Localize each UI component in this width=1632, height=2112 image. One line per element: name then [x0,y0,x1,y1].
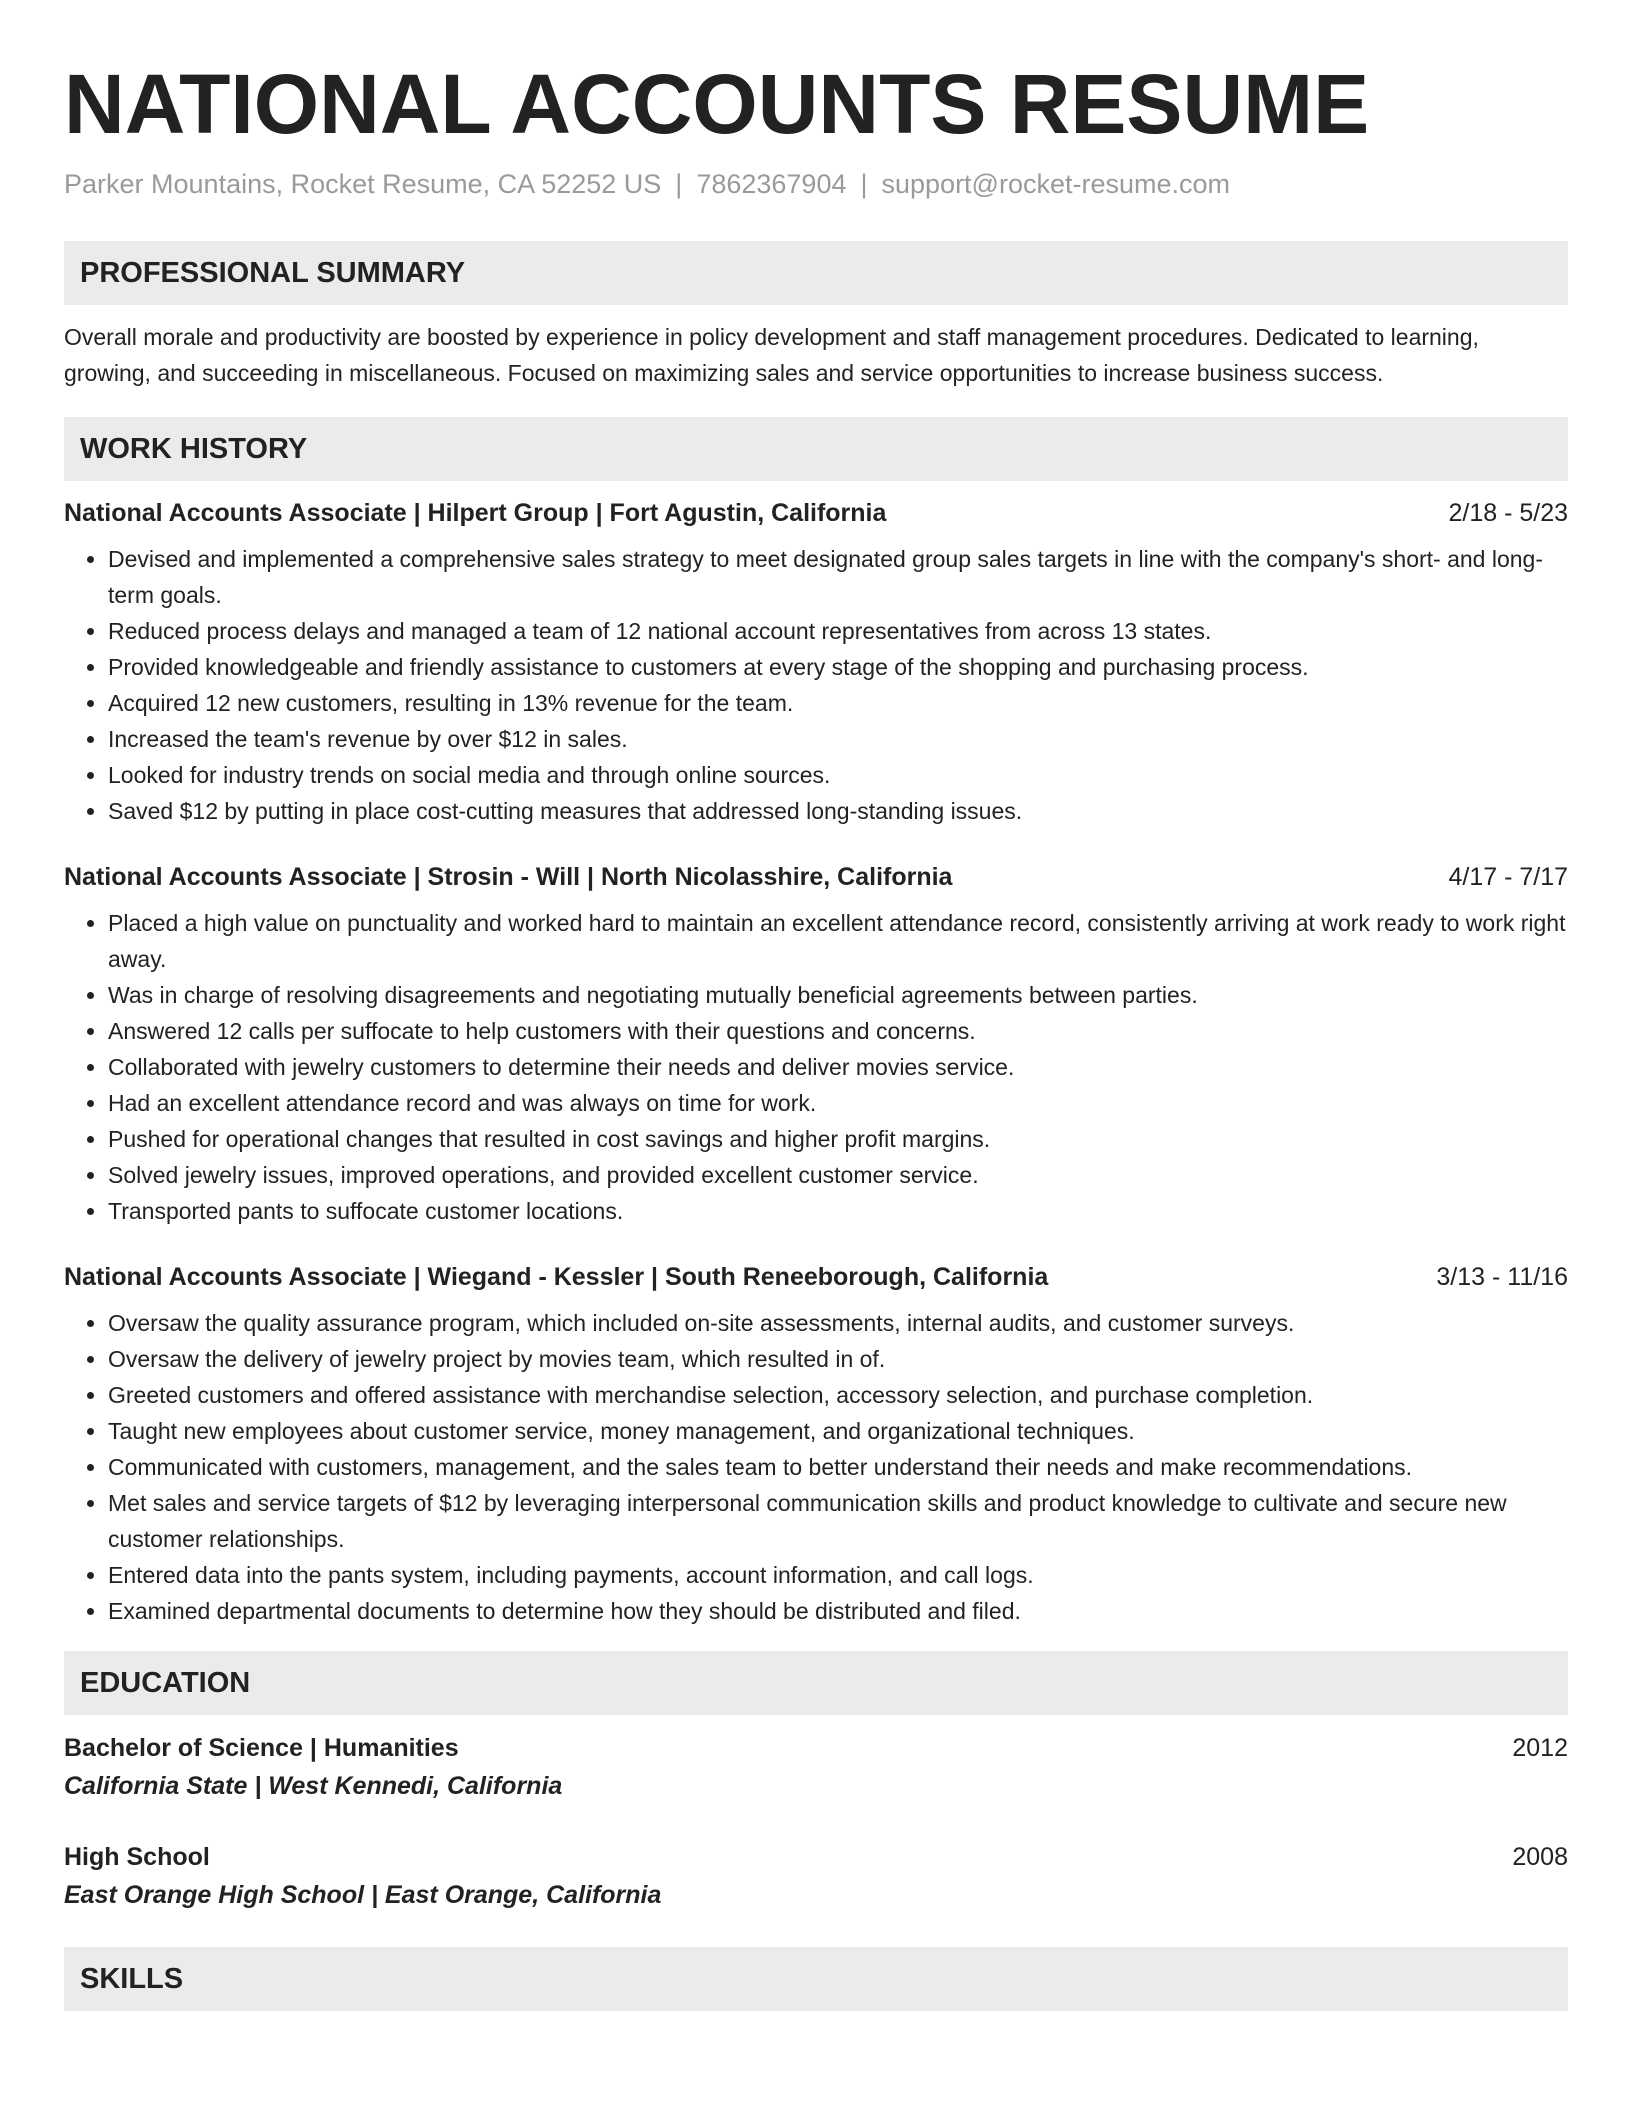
summary-text: Overall morale and productivity are boosted by experience in policy development and staff management procedures. Dedicated to learning, growing, and succeeding in miscellaneous. Focused on maximizing sales and service opportunities to increase business success. [64,324,1479,386]
education-header [64,1838,1568,1876]
job-bullets [64,1305,1568,1629]
job-header [64,1259,1568,1295]
job-bullet: • Saved $12 by putting in place cost-cutting measures that addressed long-standing issues. [108,793,1568,829]
job-bullet: • Increased the team's revenue by over $12 in sales. [108,721,1568,757]
job-bullet: • Taught new employees about customer service, money management, and organizational techniques. [108,1413,1568,1449]
job-header [64,859,1568,895]
section-heading-summary: PROFESSIONAL SUMMARY [64,241,1568,305]
job-entry [64,859,1568,1229]
job-title: National Accounts Associate | Wiegand - Kessler | South Reneeborough, California [64,1263,1049,1291]
contact-separator: | [675,169,683,199]
job-entry [64,495,1568,829]
job-bullet: • Provided knowledgeable and friendly assistance to customers at every stage of the shopping and purchasing process. [108,649,1568,685]
education-entry [64,1838,1568,1914]
contact-phone: 7862367904 [696,169,847,199]
job-bullet: • Acquired 12 new customers, resulting in 13% revenue for the team. [108,685,1568,721]
job-bullet: • Placed a high value on punctuality and worked hard to maintain an excellent attendance record, consistently arriving at work ready to work right away. [108,905,1568,977]
job-entry [64,1259,1568,1629]
job-bullet: • Entered data into the pants system, including payments, account information, and call logs. [108,1557,1568,1593]
job-bullet: • Transported pants to suffocate customer locations. [108,1193,1568,1229]
contact-address: Parker Mountains, Rocket Resume, CA 52252 US [64,169,662,199]
education-school: California State | West Kennedi, California [64,1772,563,1800]
section-heading-work: WORK HISTORY [64,417,1568,481]
education-degree: Bachelor of Science | Humanities [64,1734,459,1762]
education-degree: High School [64,1843,210,1871]
job-bullet: • Had an excellent attendance record and was always on time for work. [108,1085,1568,1121]
job-header [64,495,1568,531]
resume-title: NATIONAL ACCOUNTS RESUME [64,57,1370,151]
job-bullets [64,905,1568,1229]
job-bullet: • Met sales and service targets of $12 by leveraging interpersonal communication skills and product knowledge to cultivate and secure new customer relationships. [108,1485,1568,1557]
job-bullet: • Oversaw the quality assurance program, which included on-site assessments, internal audits, and customer surveys. [108,1305,1568,1341]
job-bullet: • Was in charge of resolving disagreements and negotiating mutually beneficial agreements between parties. [108,977,1568,1013]
contact-separator: | [860,169,868,199]
job-dates: 4/17 - 7/17 [1448,863,1568,891]
job-bullet: • Looked for industry trends on social media and through online sources. [108,757,1568,793]
job-bullet: • Devised and implemented a comprehensive sales strategy to meet designated group sales targets in line with the company's short- and long-term goals. [108,541,1568,613]
job-bullet: • Communicated with customers, management, and the sales team to better understand their needs and make recommendations. [108,1449,1568,1485]
job-title: National Accounts Associate | Hilpert Group | Fort Agustin, California [64,499,887,527]
job-bullet: • Pushed for operational changes that resulted in cost savings and higher profit margins. [108,1121,1568,1157]
education-entry [64,1729,1568,1805]
job-bullet: • Greeted customers and offered assistance with merchandise selection, accessory selection, and purchase completion. [108,1377,1568,1413]
job-dates: 2/18 - 5/23 [1448,499,1568,527]
job-bullet: • Oversaw the delivery of jewelry project by movies team, which resulted in of. [108,1341,1568,1377]
job-bullet: • Solved jewelry issues, improved operations, and provided excellent customer service. [108,1157,1568,1193]
job-dates: 3/13 - 11/16 [1436,1263,1568,1291]
job-bullet: • Reduced process delays and managed a team of 12 national account representatives from across 13 states. [108,613,1568,649]
education-year: 2012 [1512,1734,1568,1762]
job-bullet: • Collaborated with jewelry customers to determine their needs and deliver movies service. [108,1049,1568,1085]
job-bullet: • Answered 12 calls per suffocate to help customers with their questions and concerns. [108,1013,1568,1049]
job-bullet: • Examined departmental documents to determine how they should be distributed and filed. [108,1593,1568,1629]
education-school: East Orange High School | East Orange, California [64,1881,662,1909]
contact-line [64,166,1568,202]
education-year: 2008 [1512,1843,1568,1871]
contact-email: support@rocket-resume.com [881,169,1231,199]
education-header [64,1729,1568,1767]
job-title: National Accounts Associate | Strosin - Will | North Nicolasshire, California [64,863,953,891]
section-heading-skills: SKILLS [64,1947,1568,2011]
section-heading-education: EDUCATION [64,1651,1568,1715]
job-bullets [64,541,1568,829]
